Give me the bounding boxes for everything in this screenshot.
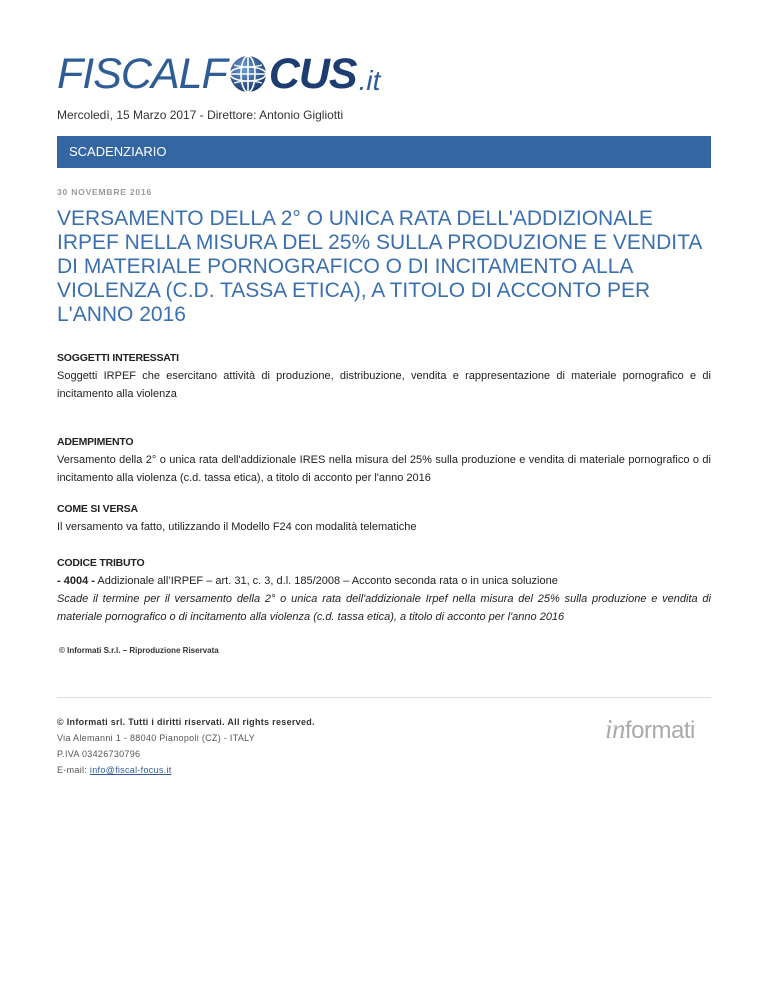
tributo-description: Addizionale all’IRPEF – art. 31, c. 3, d.l. 185/2008 – Acconto seconda rata o in unica soluzione	[97, 575, 558, 587]
logo-text-cus: CUS	[268, 50, 357, 98]
footer-vat: P.IVA 03426730796	[57, 749, 141, 759]
logo-text-tld: .it	[358, 65, 381, 96]
codice-tributo-line	[57, 572, 711, 590]
tributo-note: Scade il termine per il versamento della 2° o unica rata dell'addizionale Irpef nella misura del 25% sulla produzione e vendita di materiale pornografico o di incitamento alla violenza (c.d. tassa etica), a titolo di acconto per l'anno 2016	[57, 593, 711, 623]
adempimento-text: Versamento della 2° o unica rata dell'addizionale IRES nella misura del 25% sulla produzione e vendita di materiale pornografico o di incitamento alla violenza (c.d. tassa etica), a titolo di acconto per l'anno 2016	[57, 454, 711, 484]
footer-email-label: E-mail:	[57, 765, 88, 775]
soggetti-heading: SOGGETTI INTERESSATI	[57, 352, 179, 364]
logo-text-fiscal: FISCALF	[57, 50, 227, 98]
footer-rights: © Informati srl. Tutti i diritti riservati. All rights reserved.	[57, 717, 315, 727]
codice-tributo-section	[57, 554, 711, 626]
adempimento-section	[57, 433, 711, 487]
tributo-code: - 4004 -	[57, 575, 95, 587]
informati-logo[interactable]	[605, 714, 695, 745]
come-si-versa-text: Il versamento va fatto, utilizzando il Modello F24 con modalità telematiche	[57, 521, 417, 533]
come-si-versa-section	[57, 500, 711, 536]
footer-email-link[interactable]: info@fiscal-focus.it	[89, 765, 172, 775]
codice-tributo-heading: CODICE TRIBUTO	[57, 557, 145, 569]
footer-address: Via Alemanni 1 - 88040 Pianopoli (CZ) - ITALY	[57, 733, 256, 743]
globe-icon	[228, 54, 268, 94]
soggetti-text: Soggetti IRPEF che esercitano attività di produzione, distribuzione, vendita e rappresentazione di materiale pornografico e di incitamento alla violenza	[57, 370, 711, 400]
informati-logo-formati: formati	[625, 717, 695, 744]
adempimento-heading: ADEMPIMENTO	[57, 436, 134, 448]
section-bar[interactable]: SCADENZIARIO	[57, 136, 711, 168]
footer-divider	[57, 697, 711, 698]
article-title: VERSAMENTO DELLA 2° O UNICA RATA DELL'ADDIZIONALE IRPEF NELLA MISURA DEL 25% SULLA PRODUZIONE E VENDITA DI MATERIALE PORNOGRAFICO O DI INCITAMENTO ALLA VIOLENZA (C.D. TASSA ETICA), A TITOLO DI ACCONTO PER L'ANNO 2016	[57, 207, 702, 326]
footer-email-line	[57, 762, 315, 778]
footer	[57, 714, 315, 778]
fiscalfocus-logo[interactable]	[57, 48, 380, 96]
article-date: 30 NOVEMBRE 2016	[57, 187, 153, 197]
informati-logo-in: in	[605, 714, 626, 744]
soggetti-section	[57, 349, 711, 403]
dateline: Mercoledì, 15 Marzo 2017 - Direttore: Antonio Gigliotti	[57, 108, 344, 122]
article-copyright: © Informati S.r.l. – Riproduzione Riservata	[59, 646, 219, 655]
come-si-versa-heading: COME SI VERSA	[57, 503, 138, 515]
